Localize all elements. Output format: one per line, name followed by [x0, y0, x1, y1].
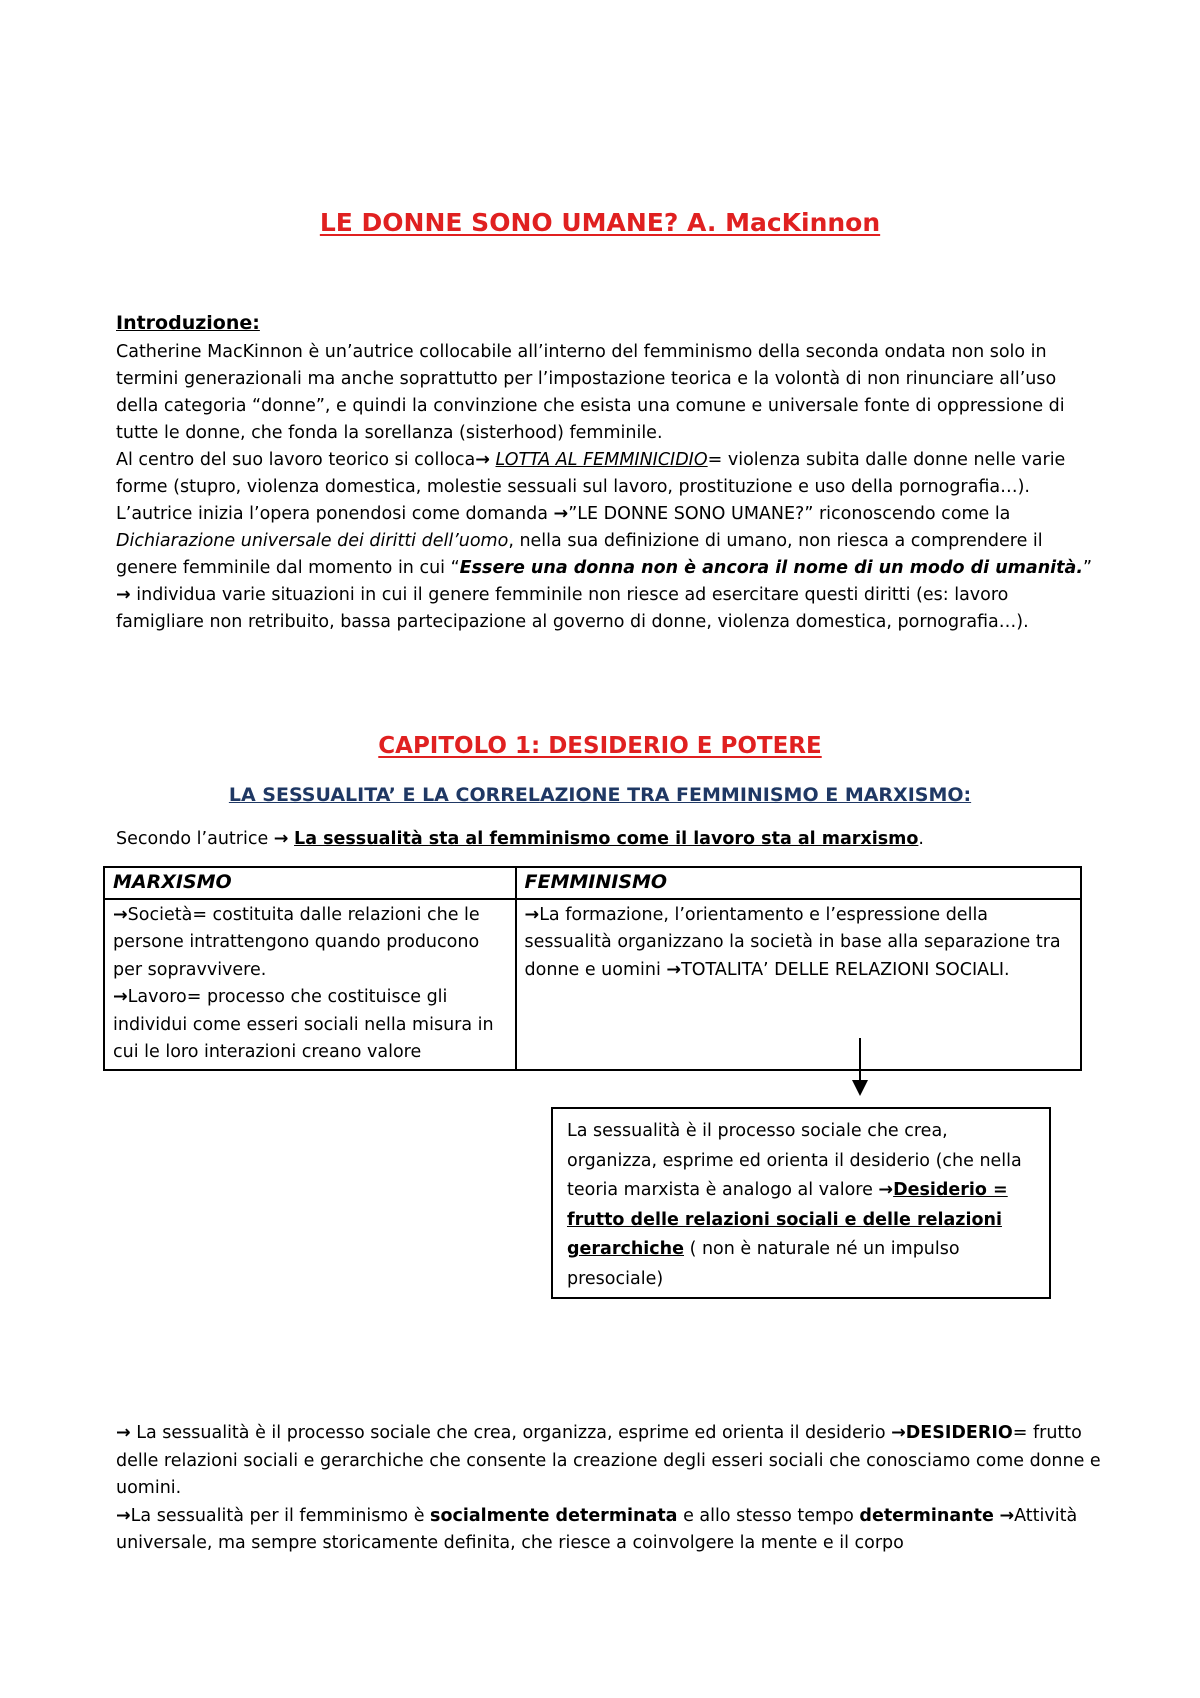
arrow-right-icon: →: [999, 1505, 1015, 1526]
bottom-section: [116, 1420, 1106, 1558]
intro-heading: Introduzione:: [116, 312, 260, 334]
arrow-right-icon: →: [113, 904, 128, 925]
document-title: LE DONNE SONO UMANE? A. MacKinnon: [319, 208, 881, 237]
intro-p3-start: L’autrice inizia l’opera ponendosi come domanda: [116, 504, 554, 524]
bottom-paragraph-2: [116, 1503, 1106, 1558]
arrow-right-icon: →: [891, 1423, 906, 1443]
fem-point-1: La formazione, l’orientamento e l’espressione della sessualità organizzano la società in base alla separazione tra donne e uomini: [524, 904, 1061, 980]
bottom-p2-start: La sessualità per il femminismo è: [130, 1505, 431, 1526]
table-header-row: [104, 867, 1081, 899]
cell-femminismo: [516, 899, 1081, 1070]
chapter-title: CAPITOLO 1: DESIDERIO E POTERE: [378, 733, 822, 759]
marx-point-1: Società= costituita dalle relazioni che le persone intrattengono quando producono per sopravvivere.: [113, 904, 480, 980]
fem-point-2: TOTALITA’ DELLE RELAZIONI SOCIALI.: [681, 959, 1010, 980]
arrow-right-icon: →: [666, 959, 682, 980]
intro-section: [116, 339, 1096, 636]
box-end: ( non è naturale né un impulso presociale): [567, 1239, 960, 1289]
arrow-right-icon: →: [524, 904, 540, 925]
intro-p2-link: LOTTA AL FEMMINICIDIO: [495, 450, 708, 470]
comparison-table: [103, 866, 1082, 1071]
intro-p3-question: ”LE DONNE SONO UMANE?” riconoscendo come la: [568, 504, 1011, 524]
thesis-end: .: [918, 829, 924, 849]
arrow-right-icon: →: [475, 450, 490, 470]
thesis-start: Secondo l’autrice: [116, 829, 274, 849]
box-start: La sessualità è il processo sociale che crea, organizza, esprime ed orienta il desiderio (che nella teoria marxista è analogo al valore: [567, 1121, 1022, 1200]
header-marxismo: MARXISMO: [104, 867, 516, 899]
down-arrow-icon: [852, 1080, 868, 1096]
sexuality-definition-box: [551, 1107, 1051, 1299]
bottom-p2-bold2: determinante: [859, 1505, 994, 1526]
arrow-right-icon: →: [113, 987, 128, 1007]
intro-p2-end: = violenza subita dalle donne nelle varie forme (stupro, violenza domestica, molestie sessuali sul lavoro, prostituzione e uso della pornografia…).: [116, 450, 1066, 497]
arrow-right-icon: →: [116, 1423, 131, 1443]
bottom-paragraph-1: [116, 1420, 1106, 1503]
thesis-bold: La sessualità sta al femminismo come il lavoro sta al marxismo: [294, 829, 919, 849]
down-arrow-line: [859, 1038, 861, 1084]
intro-p3-end: individua varie situazioni in cui il genere femminile non riesce ad esercitare questi diritti (es: lavoro famigliare non retribuito, bassa partecipazione al governo di donne, violenza domestica, pornografia…).: [116, 585, 1029, 632]
marx-point-2: Lavoro= processo che costituisce gli individui come esseri sociali nella misura in cui le loro interazioni creano valore: [113, 987, 494, 1062]
arrow-right-icon: →: [273, 829, 289, 849]
table-row: [104, 899, 1081, 1070]
arrow-right-icon: →: [116, 585, 131, 605]
chapter-subtitle: LA SESSUALITA’ E LA CORRELAZIONE TRA FEMMINISMO E MARXISMO:: [228, 784, 972, 806]
box-bold: Desiderio = frutto delle relazioni sociali e delle relazioni gerarchiche: [567, 1180, 1008, 1259]
bottom-p1-bold: DESIDERIO: [905, 1423, 1013, 1443]
intro-p3-quote: Essere una donna non è ancora il nome di un modo di umanità.: [459, 558, 1083, 578]
bottom-p2-mid: e allo stesso tempo: [677, 1505, 860, 1526]
intro-paragraph-2: [116, 447, 1096, 501]
header-femminismo: FEMMINISMO: [516, 867, 1081, 899]
bottom-p2-bold1: socialmente determinata: [430, 1505, 678, 1526]
bottom-p1-start: La sessualità è il processo sociale che crea, organizza, esprime ed orienta il desiderio: [130, 1423, 892, 1443]
bottom-p1-end: = frutto delle relazioni sociali e gerarchiche che consente la creazione degli esseri sociali che conosciamo come donne e uomini.: [116, 1423, 1101, 1498]
bottom-p2-end: Attività universale, ma sempre storicamente definita, che riesce a coinvolgere la mente e il corpo: [116, 1505, 1078, 1553]
intro-paragraph-1: Catherine MacKinnon è un’autrice collocabile all’interno del femminismo della seconda ondata non solo in termini generazionali ma anche soprattutto per l’impostazione teorica e la volontà di non rinunciare all’uso della categoria “donne”, e quindi la convinzione che esista una comune e universale fonte di oppressione di tutte le donne, che fonda la sorellanza (sisterhood) femminile.: [116, 342, 1065, 443]
arrow-right-icon: →: [553, 504, 569, 524]
intro-p3-mid: , nella sua definizione di umano, non riesca a comprendere il genere femminile dal momento in cui “: [116, 531, 1043, 578]
cell-marxismo: [104, 899, 516, 1070]
chapter-thesis: [116, 829, 924, 849]
intro-p3-declaration: Dichiarazione universale dei diritti dell’uomo: [116, 531, 509, 551]
intro-paragraph-3: [116, 501, 1096, 636]
intro-p2-start: Al centro del suo lavoro teorico si colloca: [116, 450, 476, 470]
arrow-right-icon: →: [878, 1180, 894, 1200]
intro-p3-quote-end: ”: [1083, 558, 1093, 578]
arrow-right-icon: →: [116, 1505, 131, 1526]
